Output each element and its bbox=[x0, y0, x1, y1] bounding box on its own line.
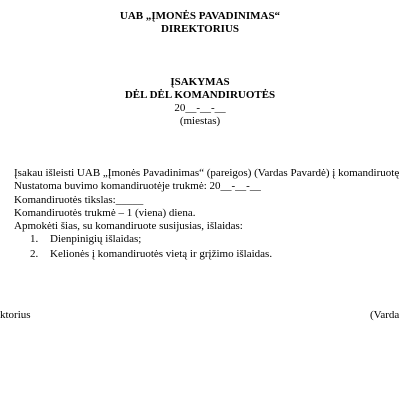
signature-name: (Varda bbox=[370, 309, 400, 321]
expense-list bbox=[30, 233, 272, 263]
list-item bbox=[30, 233, 272, 246]
body-line-purpose: Komandiruotės tikslas:_____ bbox=[14, 194, 144, 206]
list-item-number: 2. bbox=[30, 248, 39, 260]
body-line-duration: Nustatoma buvimo komandiruotėje trukmė: 20__-__-__ bbox=[14, 180, 261, 192]
body-line-expenses: Apmokėti šias, su komandiruote susijusias, išlaidas: bbox=[14, 220, 243, 232]
order-title: ĮSAKYMAS bbox=[170, 76, 230, 88]
signature-position: ktorius bbox=[0, 309, 31, 321]
list-item-text: Kelionės į komandiruotės vietą ir grįžimo išlaidas. bbox=[50, 248, 273, 260]
director-heading: DIREKTORIUS bbox=[160, 23, 240, 35]
order-date: 20__-__-__ bbox=[174, 102, 226, 114]
list-item-text: Dienpinigių išlaidas; bbox=[50, 233, 142, 245]
list-item bbox=[30, 248, 272, 261]
order-place: (miestas) bbox=[179, 115, 221, 127]
order-subtitle: DĖL DĖL KOMANDIRUOTĖS bbox=[124, 89, 276, 101]
body-line-assignment: Įsakau išleisti UAB „Įmonės Pavadinimas“ (pareigos) (Vardas Pavardė) į komandiruotę bbox=[14, 167, 400, 179]
body-line-length: Komandiruotės trukmė – 1 (viena) diena. bbox=[14, 207, 196, 219]
company-name: UAB „ĮMONĖS PAVADINIMAS“ bbox=[119, 10, 281, 22]
list-item-number: 1. bbox=[30, 233, 39, 245]
